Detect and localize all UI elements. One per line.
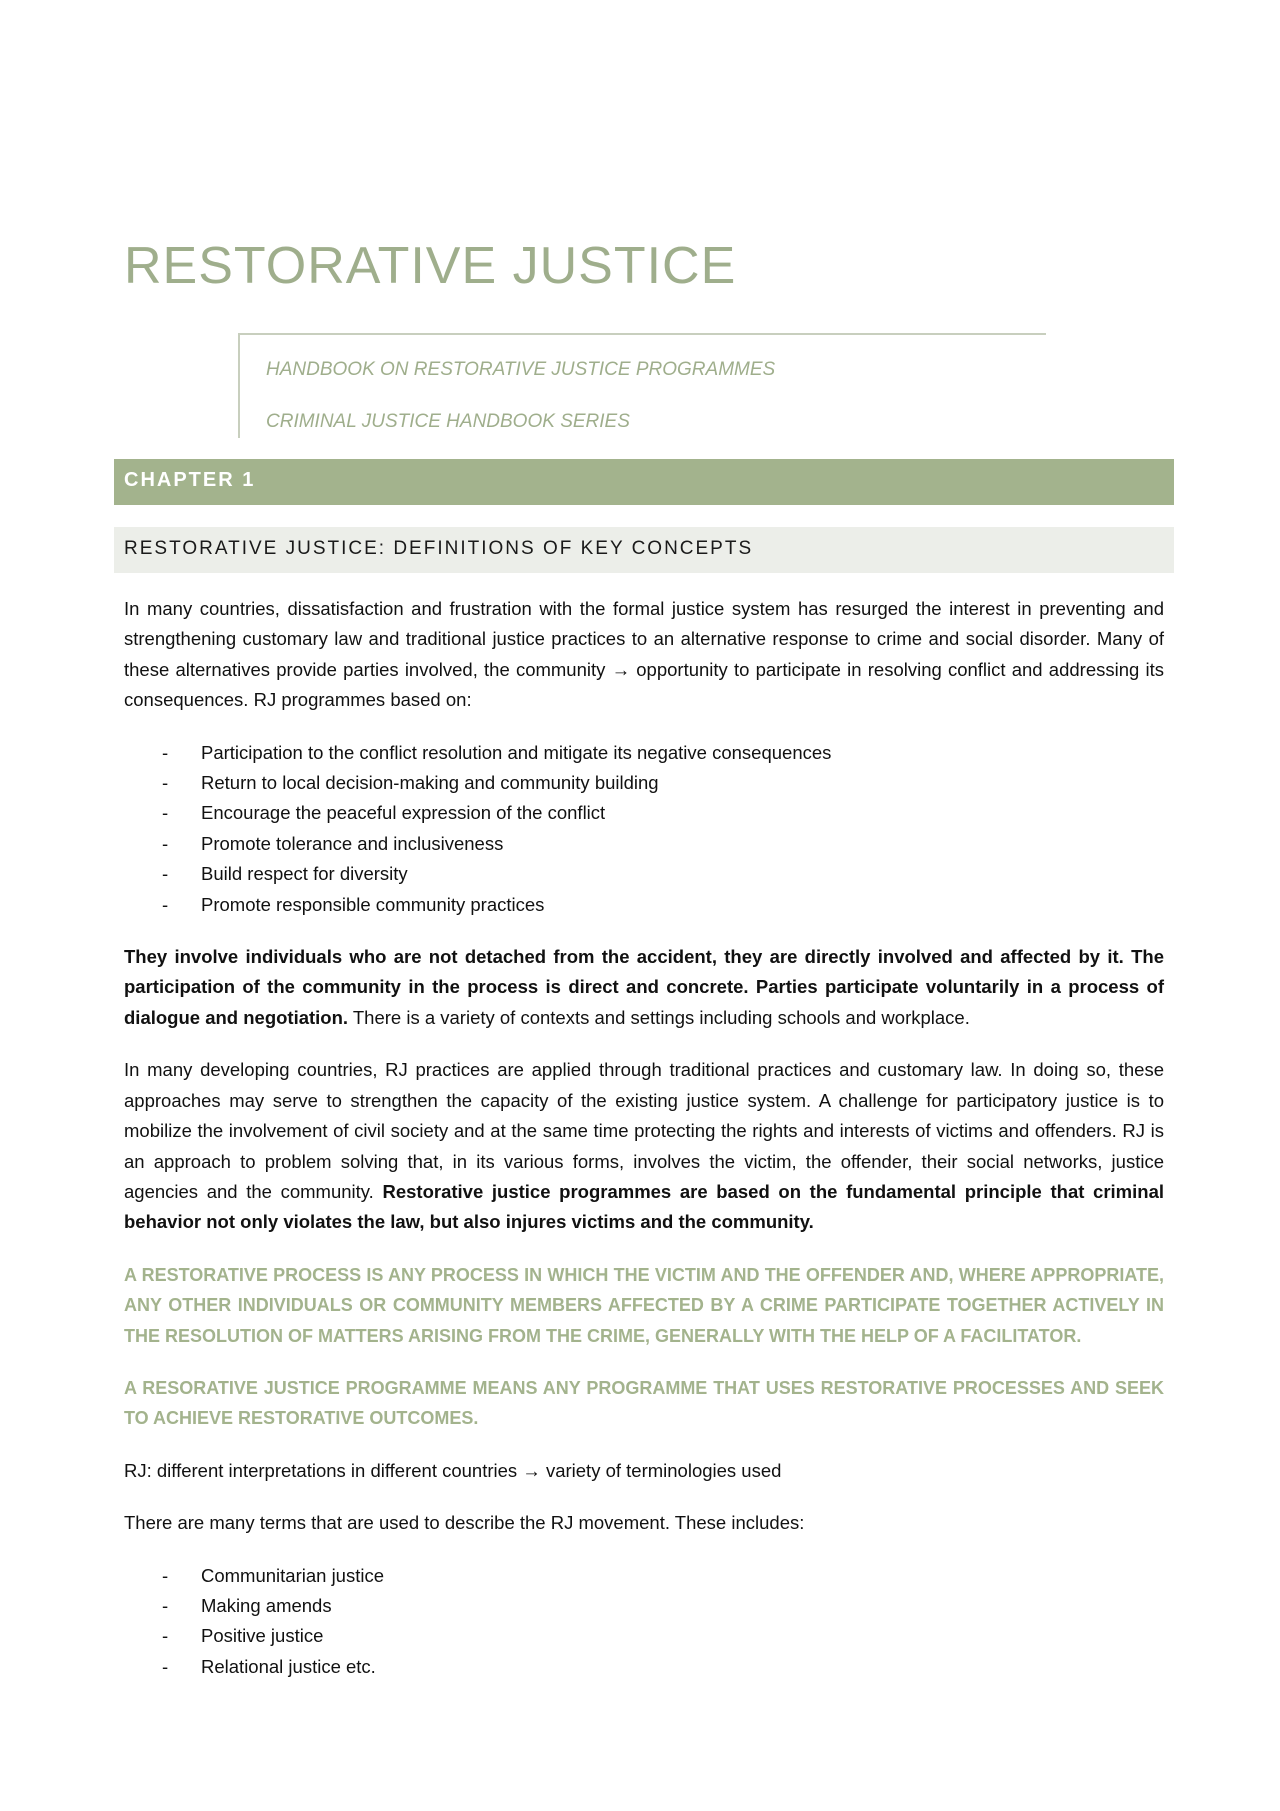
list-item xyxy=(124,738,1164,768)
document-title: RESTORATIVE JUSTICE xyxy=(124,237,737,295)
list-item xyxy=(124,768,1164,798)
bullet-dash: - xyxy=(162,863,169,885)
developing-countries-paragraph xyxy=(124,1055,1164,1237)
list-item xyxy=(124,1652,1164,1682)
restorative-programme-definition: A RESORATIVE JUSTICE PROGRAMME MEANS ANY PROGRAMME THAT USES RESTORATIVE PROCESSES AND SEEK TO ACHIEVE RESTORATIVE OUTCOMES. xyxy=(124,1377,1164,1429)
bullet-dash: - xyxy=(162,893,169,915)
bullet-dash: - xyxy=(162,1564,169,1586)
list-item-text: Promote tolerance and inclusiveness xyxy=(201,832,504,854)
terms-bullet-list xyxy=(124,1561,1164,1683)
programme-bullet-list xyxy=(124,738,1164,920)
list-item-text: Communitarian justice xyxy=(201,1564,385,1586)
section-bar xyxy=(114,527,1174,573)
list-item xyxy=(124,859,1164,889)
developing-bold-text: Restorative justice programmes are based on the fundamental principle that criminal behavior not only violates the law, but also injures victims and the community. xyxy=(124,1180,1164,1233)
intro-paragraph: In many countries, dissatisfaction and frustration with the formal justice system has resurged the interest in preventing and strengthening customary law and traditional justice practices to an alternative response to crime and social disorder. Many of these alternatives provide parties involved, the community → opportunity to participate in resolving conflict and addressing its consequences. RJ programmes based on: xyxy=(124,598,1164,711)
list-item-text: Encourage the peaceful expression of the conflict xyxy=(201,802,606,824)
interpretations-line: RJ: different interpretations in different countries → variety of terminologies used xyxy=(124,1459,782,1481)
terms-intro-line: There are many terms that are used to describe the RJ movement. These includes: xyxy=(124,1512,805,1534)
list-item-text: Promote responsible community practices xyxy=(201,893,545,915)
developing-text: In many developing countries, RJ practices are applied through traditional practices and customary law. In doing so, these approaches may serve to strengthen the capacity of the existing justice system. A challenge for participatory justice is to mobilize the involvement of civil society and at the same time protecting the rights and interests of victims and offenders. RJ is an approach to problem solving that, in its various forms, involves the victim, the offender, their social networks, justice agencies and the community. xyxy=(124,1059,1164,1202)
subtitle-series: CRIMINAL JUSTICE HANDBOOK SERIES xyxy=(266,411,630,432)
section-heading: RESTORATIVE JUSTICE: DEFINITIONS OF KEY CONCEPTS xyxy=(124,538,754,559)
bullet-dash: - xyxy=(162,772,169,794)
list-item xyxy=(124,1561,1164,1591)
restorative-process-definition: A RESTORATIVE PROCESS IS ANY PROCESS IN WHICH THE VICTIM AND THE OFFENDER AND, WHERE APPROPRIATE, ANY OTHER INDIVIDUALS OR COMMUNITY MEMBERS AFFECTED BY A CRIME PARTICIPATE TOGETHER ACTIVELY IN THE RESOLUTION OF MATTERS ARISING FROM THE CRIME, GENERALLY WITH THE HELP OF A FACILITATOR. xyxy=(124,1264,1164,1346)
bullet-dash: - xyxy=(162,832,169,854)
list-item xyxy=(124,1591,1164,1621)
chapter-label: CHAPTER 1 xyxy=(124,469,256,491)
list-item-text: Participation to the conflict resolution and mitigate its negative consequences xyxy=(201,741,832,763)
involvement-bold-text: They involve individuals who are not detached from the accident, they are directly involved and affected by it. The participation of the community in the process is direct and concrete. Parties participate voluntarily in a process of dialogue and negotiation. xyxy=(124,946,1164,1028)
list-item-text: Relational justice etc. xyxy=(201,1655,376,1677)
list-item xyxy=(124,829,1164,859)
bullet-dash: - xyxy=(162,802,169,824)
subtitle-box xyxy=(238,333,1046,438)
bullet-dash: - xyxy=(162,1594,169,1616)
body-content xyxy=(124,594,1164,1704)
list-item xyxy=(124,890,1164,920)
list-item-text: Return to local decision-making and community building xyxy=(201,772,659,794)
list-item xyxy=(124,1621,1164,1651)
bullet-dash: - xyxy=(162,1655,169,1677)
involvement-text: There is a variety of contexts and settings including schools and workplace. xyxy=(348,1006,970,1028)
list-item-text: Making amends xyxy=(201,1594,332,1616)
bullet-dash: - xyxy=(162,1625,169,1647)
list-item-text: Positive justice xyxy=(201,1625,324,1647)
bullet-dash: - xyxy=(162,741,169,763)
involvement-paragraph xyxy=(124,942,1164,1033)
chapter-bar xyxy=(114,459,1174,505)
list-item-text: Build respect for diversity xyxy=(201,863,408,885)
subtitle-handbook: HANDBOOK ON RESTORATIVE JUSTICE PROGRAMMES xyxy=(266,359,776,380)
list-item xyxy=(124,798,1164,828)
